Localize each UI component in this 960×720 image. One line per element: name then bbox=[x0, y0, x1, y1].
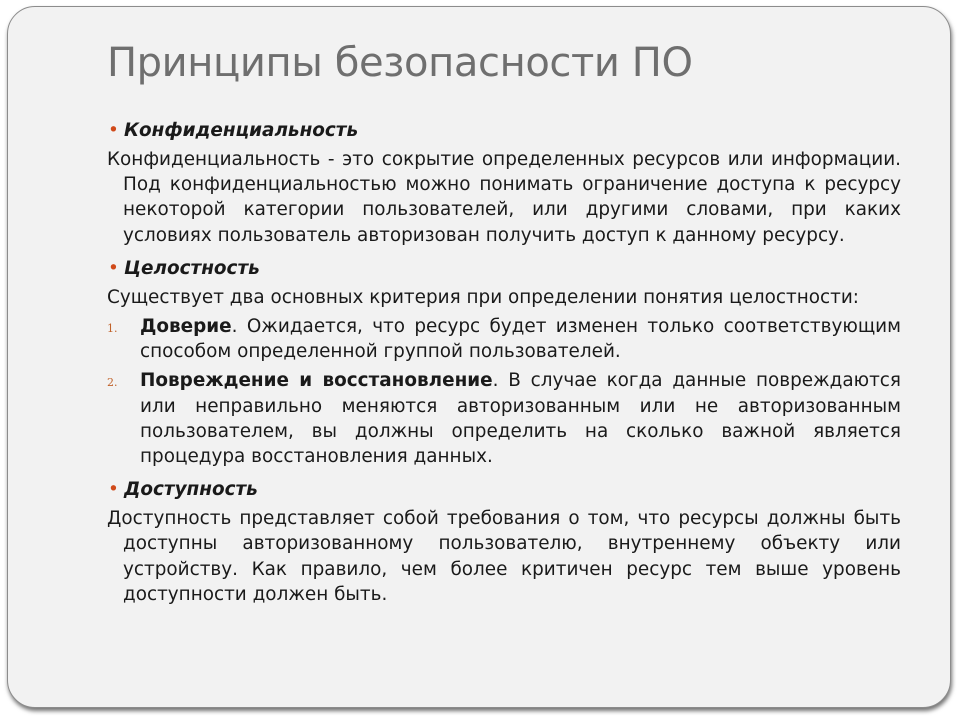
slide-title: Принципы безопасности ПО bbox=[107, 40, 693, 86]
confidentiality-paragraph: Конфиденциальность - это сокрытие определенных ресурсов или информации. Под конфиденциальностью можно понимать ограничение доступа к ресурсу некоторой категории пользователей, или другими словами, при каких условиях пользователь авторизован получить доступ к данному ресурсу. bbox=[107, 149, 901, 246]
bullet-icon: • bbox=[108, 120, 119, 141]
bullet-icon: • bbox=[108, 257, 119, 279]
list-term: Повреждение и восстановление bbox=[140, 370, 493, 392]
list-term: Доверие bbox=[140, 316, 232, 338]
section-heading-confidentiality bbox=[107, 118, 901, 143]
section-heading-availability bbox=[107, 477, 901, 502]
heading-text: Доступность bbox=[124, 479, 258, 501]
list-text: . В случае когда данные повреждаются или неправильно меняются авторизованным или не авторизованным пользователем, вы должны определить на сколько важной является процедура восстановления данных. bbox=[140, 370, 901, 468]
heading-text: Конфиденциальность bbox=[124, 120, 359, 141]
list-item-trust bbox=[107, 314, 901, 364]
bullet-icon: • bbox=[108, 479, 119, 501]
slide-content bbox=[107, 110, 901, 607]
integrity-paragraph: Существует два основных критерия при определении понятия целостности: bbox=[107, 286, 859, 308]
list-number: 1. bbox=[107, 322, 118, 336]
list-number: 2. bbox=[107, 376, 118, 390]
availability-paragraph: Доступность представляет собой требования о том, что ресурсы должны быть доступны авторизованному пользователю, внутреннему объекту или устройству. Как правило, чем более критичен ресурс тем выше уровень доступности должен быть. bbox=[107, 508, 901, 605]
section-heading-integrity bbox=[107, 256, 901, 281]
list-item-recovery bbox=[107, 368, 901, 469]
heading-text: Целостность bbox=[124, 257, 260, 279]
list-text: . Ожидается, что ресурс будет изменен только соответствующим способом определенной группой пользователей. bbox=[140, 316, 901, 363]
